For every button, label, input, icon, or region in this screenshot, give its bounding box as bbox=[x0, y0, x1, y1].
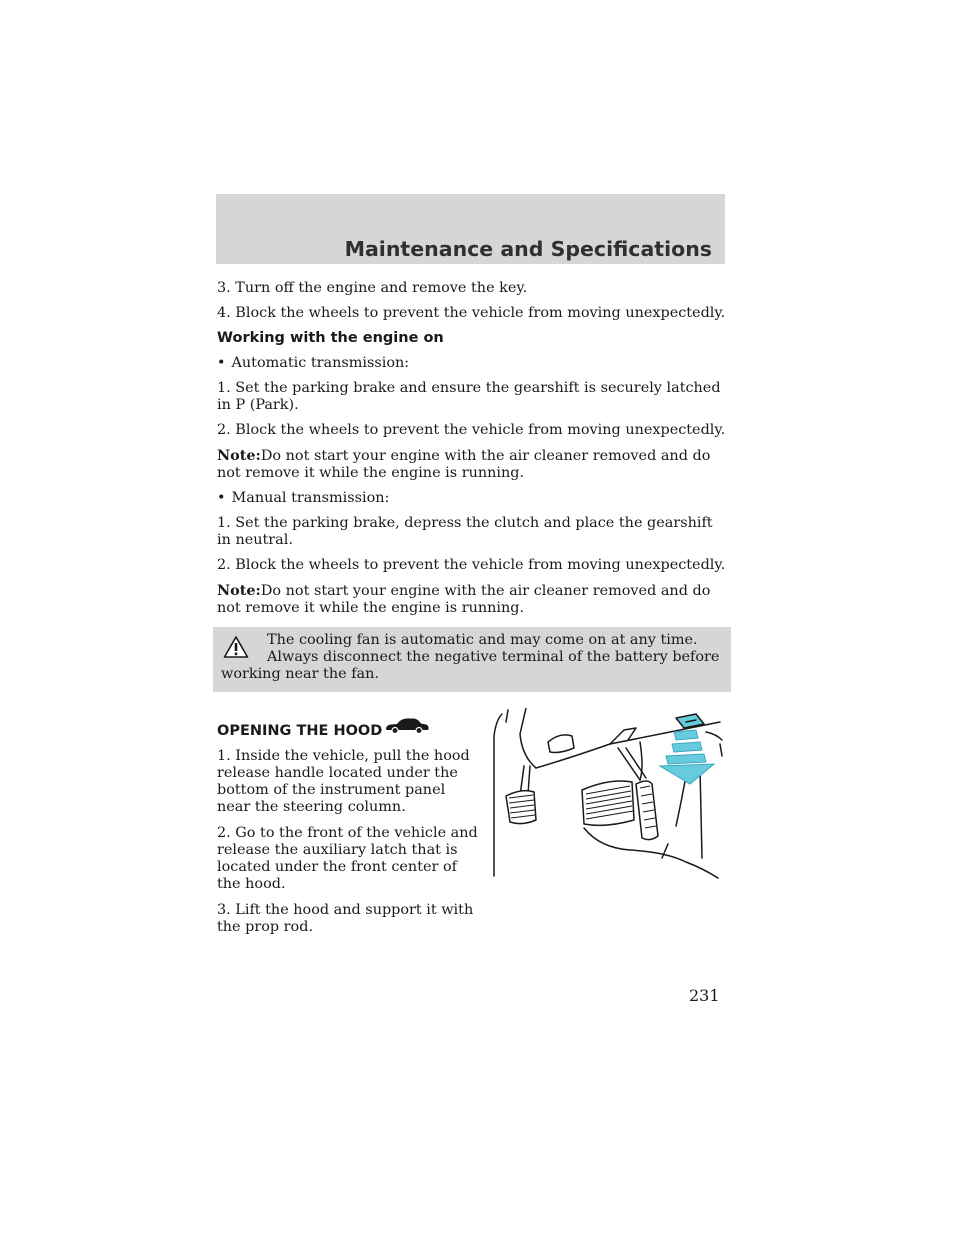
hood-step-2: 2. Go to the front of the vehicle and release the auxiliary latch that is located under the front center of the hood. bbox=[217, 825, 478, 892]
warning-triangle-icon bbox=[223, 635, 249, 664]
hood-step-3: 3. Lift the hood and support it with the prop rod. bbox=[217, 902, 474, 935]
car-icon bbox=[382, 716, 430, 740]
manual-note bbox=[217, 582, 727, 617]
hood-step-1: 1. Inside the vehicle, pull the hood release handle located under the bottom of the instrument panel near the steering column. bbox=[217, 748, 470, 815]
manual-step-2: 2. Block the wheels to prevent the vehicle from moving unexpectedly. bbox=[217, 557, 726, 573]
automatic-transmission-bullet: • Automatic transmission: bbox=[217, 355, 727, 372]
note-label: Note: bbox=[217, 447, 261, 464]
step-block-wheels: 4. Block the wheels to prevent the vehicle from moving unexpectedly. bbox=[217, 305, 726, 321]
note-text: Do not start your engine with the air cleaner removed and do not remove it while the engine is running. bbox=[217, 583, 711, 616]
note-label: Note: bbox=[217, 582, 261, 599]
section-header-band bbox=[216, 194, 725, 264]
page-number: 231 bbox=[689, 986, 720, 1005]
manual-transmission-bullet: • Manual transmission: bbox=[217, 490, 727, 507]
hood-heading-text: OPENING THE HOOD bbox=[217, 723, 383, 739]
hood-release-illustration bbox=[490, 708, 725, 884]
warning-line-3: working near the fan. bbox=[221, 666, 379, 682]
automatic-step-1: 1. Set the parking brake and ensure the gearshift is securely latched in P (Park). bbox=[217, 380, 721, 413]
engine-on-heading: Working with the engine on bbox=[217, 330, 444, 346]
automatic-step-2: 2. Block the wheels to prevent the vehicle from moving unexpectedly. bbox=[217, 422, 726, 438]
step-turn-off-engine: 3. Turn off the engine and remove the key. bbox=[217, 280, 528, 296]
warning-box bbox=[213, 627, 731, 692]
note-text: Do not start your engine with the air cleaner removed and do not remove it while the engine is running. bbox=[217, 448, 711, 481]
hood-steps bbox=[217, 748, 479, 936]
warning-line-1: The cooling fan is automatic and may come on at any time. bbox=[267, 632, 698, 648]
warning-line-2: Always disconnect the negative terminal of the battery before bbox=[267, 649, 720, 665]
automatic-note bbox=[217, 447, 727, 482]
section-title: Maintenance and Specifications bbox=[344, 237, 712, 261]
manual-step-1: 1. Set the parking brake, depress the clutch and place the gearshift in neutral. bbox=[217, 515, 713, 548]
